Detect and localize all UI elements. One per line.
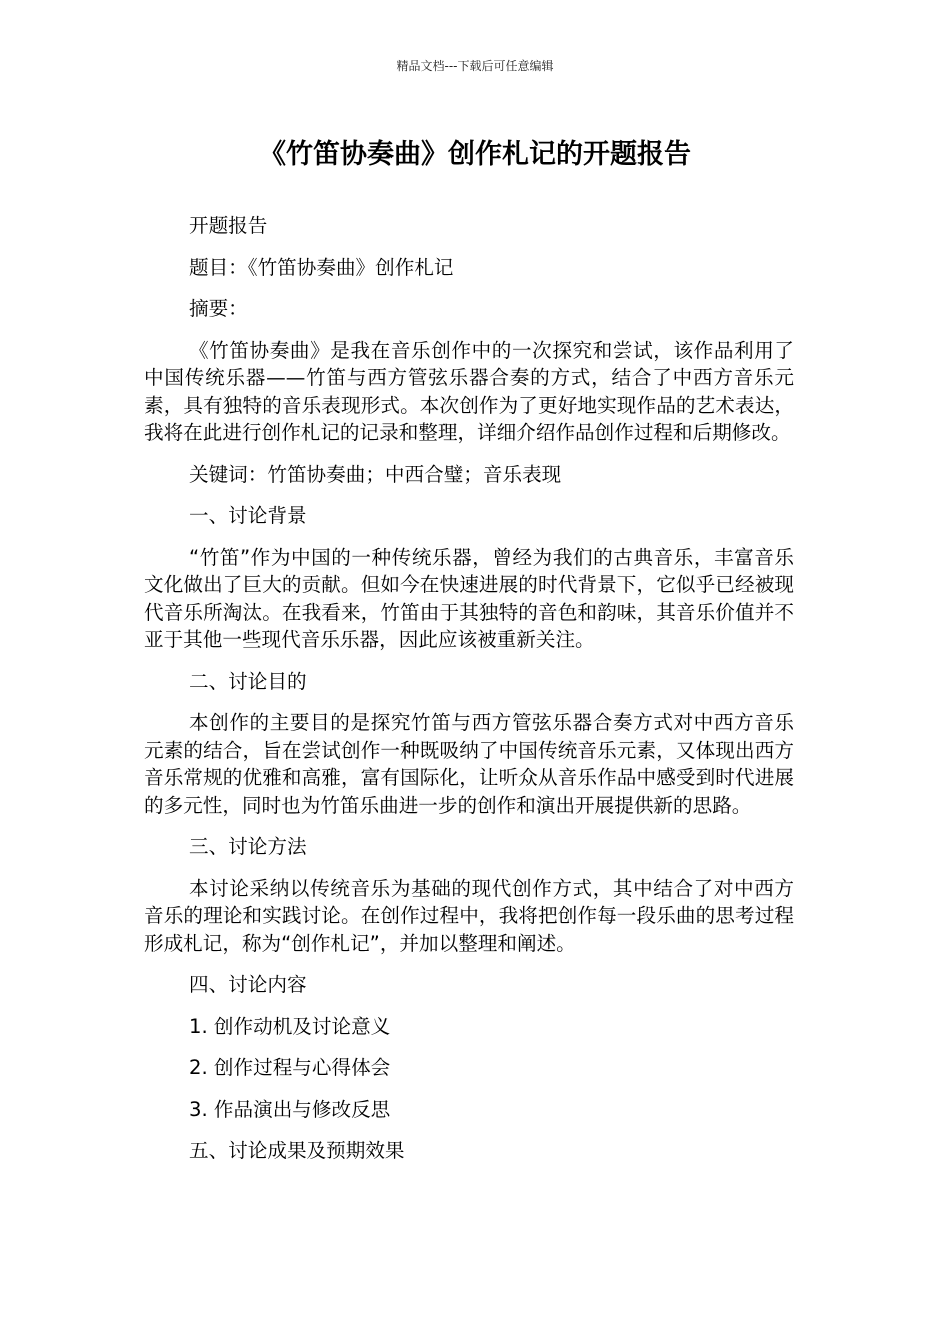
section-heading-background: 一、讨论背景 — [189, 504, 307, 527]
abstract-paragraph: 《竹笛协奏曲》是我在音乐创作中的一次探究和尝试，该作品利用了中国传统乐器——竹笛与西方管弦乐器合奏的方式，结合了中西方音乐元素，具有独特的音乐表现形式。本次创作为了更好地实现作品的艺术表达，我将在此进行创作札记的记录和整理，详细介绍作品创作过程和后期修改。 — [144, 338, 794, 444]
content-item-2: 2. 创作过程与心得体会 — [189, 1056, 391, 1079]
section-heading-results: 五、讨论成果及预期效果 — [189, 1139, 405, 1162]
content-item-1: 1. 创作动机及讨论意义 — [189, 1014, 391, 1038]
document-title: 《竹笛协奏曲》创作札记的开题报告 — [259, 139, 691, 170]
topic-line: 题目：《竹笛协奏曲》创作札记 — [189, 255, 454, 279]
purpose-paragraph: 本创作的主要目的是探究竹笛与西方管弦乐器合奏方式对中西方音乐元素的结合，旨在尝试创作一种既吸纳了中国传统音乐元素，又体现出西方音乐常规的优雅和高雅，富有国际化，让听众从音乐作品中感受到时代进展的多元性，同时也为竹笛乐曲进一步的创作和演出开展提供新的思路。 — [144, 711, 794, 817]
page-header: 精品文档---下载后可任意编辑 — [396, 59, 554, 73]
section-heading-method: 三、讨论方法 — [189, 835, 307, 858]
background-paragraph: “竹笛”作为中国的一种传统乐器，曾经为我们的古典音乐，丰富音乐文化做出了巨大的贡献。但如今在快速进展的时代背景下，它似乎已经被现代音乐所淘汰。在我看来，竹笛由于其独特的音色和韵味，其音乐价值并不亚于其他一些现代音乐乐器，因此应该被重新关注。 — [144, 545, 794, 651]
abstract-label: 摘要： — [189, 297, 248, 320]
content-item-3: 3. 作品演出与修改反思 — [189, 1097, 391, 1121]
method-paragraph: 本讨论采纳以传统音乐为基础的现代创作方式，其中结合了对中西方音乐的理论和实践讨论。在创作过程中，我将把创作每一段乐曲的思考过程形成札记，称为“创作札记”，并加以整理和阐述。 — [144, 876, 794, 955]
section-heading-content: 四、讨论内容 — [189, 973, 307, 996]
section-heading-purpose: 二、讨论目的 — [189, 669, 307, 693]
document-body — [144, 212, 794, 1179]
section-label-report: 开题报告 — [189, 214, 268, 237]
keywords-line: 关键词：竹笛协奏曲；中西合璧；音乐表现 — [189, 462, 562, 486]
